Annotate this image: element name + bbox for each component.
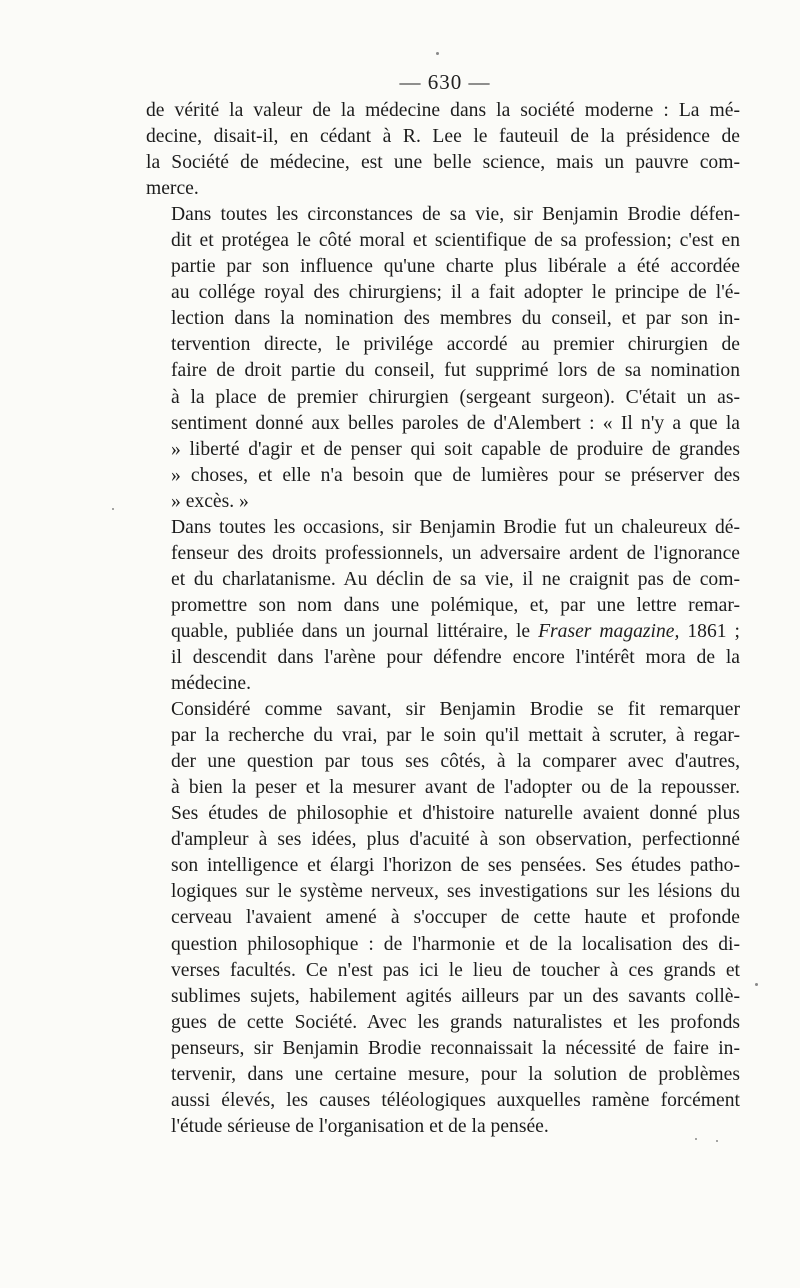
text-line: » excès. » <box>171 490 249 512</box>
text-line: son intelligence et élargi l'horizon de ses pensées. Ses études patho- <box>171 855 740 877</box>
text-line: à la place de premier chirurgien (sergeant surgeon). C'était un as- <box>171 386 740 408</box>
text-line: decine, disait-il, en cédant à R. Lee le fauteuil de la présidence de <box>146 126 740 148</box>
text-line: » choses, et elle n'a besoin que de lumières pour se préserver des <box>171 464 740 486</box>
text-line: promettre son nom dans une polémique, et, par une lettre remar- <box>171 594 740 616</box>
page-number: — 630 — <box>399 70 491 94</box>
text-line: der une question par tous ses côtés, à la comparer avec d'autres, <box>171 751 740 773</box>
paragraph-3 <box>146 515 740 697</box>
text-line: verses facultés. Ce n'est pas ici le lieu de toucher à ces grands et <box>171 959 740 981</box>
text-line: fenseur des droits professionnels, un adversaire ardent de l'ignorance <box>171 542 740 564</box>
paper-speck <box>695 1138 697 1140</box>
paragraph-4 <box>146 697 740 1140</box>
text-line: dit et protégea le côté moral et scientifique de sa profession; c'est en <box>171 230 740 252</box>
text-segment: 1861 ; <box>679 620 740 642</box>
text-line: aussi élevés, les causes téléologiques auxquelles ramène forcément <box>171 1089 740 1111</box>
text-line: Dans toutes les occasions, sir Benjamin Brodie fut un chaleureux dé- <box>171 516 740 538</box>
text-line: merce. <box>146 178 199 200</box>
text-line-with-italic <box>146 619 740 645</box>
paper-speck <box>716 1140 718 1142</box>
text-line: Ses études de philosophie et d'histoire naturelle avaient donné plus <box>171 803 740 825</box>
text-line: à bien la peser et la mesurer avant de l'adopter ou de la repousser. <box>171 777 740 799</box>
text-line: partie par son influence qu'une charte plus libérale a été accordée <box>171 256 740 278</box>
text-segment: quable, publiée dans un journal littéraire, le <box>171 620 539 642</box>
text-line: l'étude sérieuse de l'organisation et de la pensée. <box>171 1115 549 1137</box>
text-line: tervention directe, le privilége accordé au premier chirurgien de <box>171 334 740 356</box>
text-line: gues de cette Société. Avec les grands naturalistes et les profonds <box>171 1011 740 1033</box>
paper-speck <box>755 983 758 986</box>
text-line: et du charlatanisme. Au déclin de sa vie, il ne craignit pas de com- <box>171 568 740 590</box>
text-line: tervenir, dans une certaine mesure, pour la solution de problèmes <box>171 1063 740 1085</box>
text-line: la Société de médecine, est une belle science, mais un pauvre com- <box>146 152 740 174</box>
text-line: sentiment donné aux belles paroles de d'Alembert : « Il n'y a que la <box>171 412 740 434</box>
text-line: au collége royal des chirurgiens; il a fait adopter le principe de l'é- <box>171 282 740 304</box>
text-line: lection dans la nomination des membres du conseil, et par son in- <box>171 308 740 330</box>
paper-speck <box>436 52 439 55</box>
text-line: » liberté d'agir et de penser qui soit capable de produire de grandes <box>171 438 740 460</box>
text-line: médecine. <box>171 673 251 695</box>
text-line: sublimes sujets, habilement agités ailleurs par un des savants collè- <box>171 985 740 1007</box>
text-line: par la recherche du vrai, par le soin qu'il mettait à scruter, à regar- <box>171 725 740 747</box>
paper-speck <box>112 508 114 510</box>
text-line: de vérité la valeur de la médecine dans la société moderne : La mé- <box>146 100 740 121</box>
text-line: logiques sur le système nerveux, ses investigations sur les lésions du <box>171 881 740 903</box>
italic-title: Fraser magazine, <box>538 620 680 642</box>
text-line: il descendit dans l'arène pour défendre encore l'intérêt mora de la <box>171 646 740 668</box>
text-line: d'ampleur à ses idées, plus d'acuité à son observation, perfectionné <box>171 829 740 851</box>
body-text <box>146 98 740 1140</box>
text-line: cerveau l'avaient amené à s'occuper de cette haute et profonde <box>171 907 740 929</box>
text-line: question philosophique : de l'harmonie et de la localisation des di- <box>171 933 740 955</box>
text-line: Considéré comme savant, sir Benjamin Brodie se fit remarquer <box>171 699 740 721</box>
text-line: penseurs, sir Benjamin Brodie reconnaissait la nécessité de faire in- <box>171 1037 740 1059</box>
text-line: faire de droit partie du conseil, fut supprimé lors de sa nomination <box>171 360 740 382</box>
paragraph-2 <box>146 202 740 515</box>
paragraph-1 <box>146 98 740 202</box>
text-line: Dans toutes les circonstances de sa vie, sir Benjamin Brodie défen- <box>171 204 740 226</box>
